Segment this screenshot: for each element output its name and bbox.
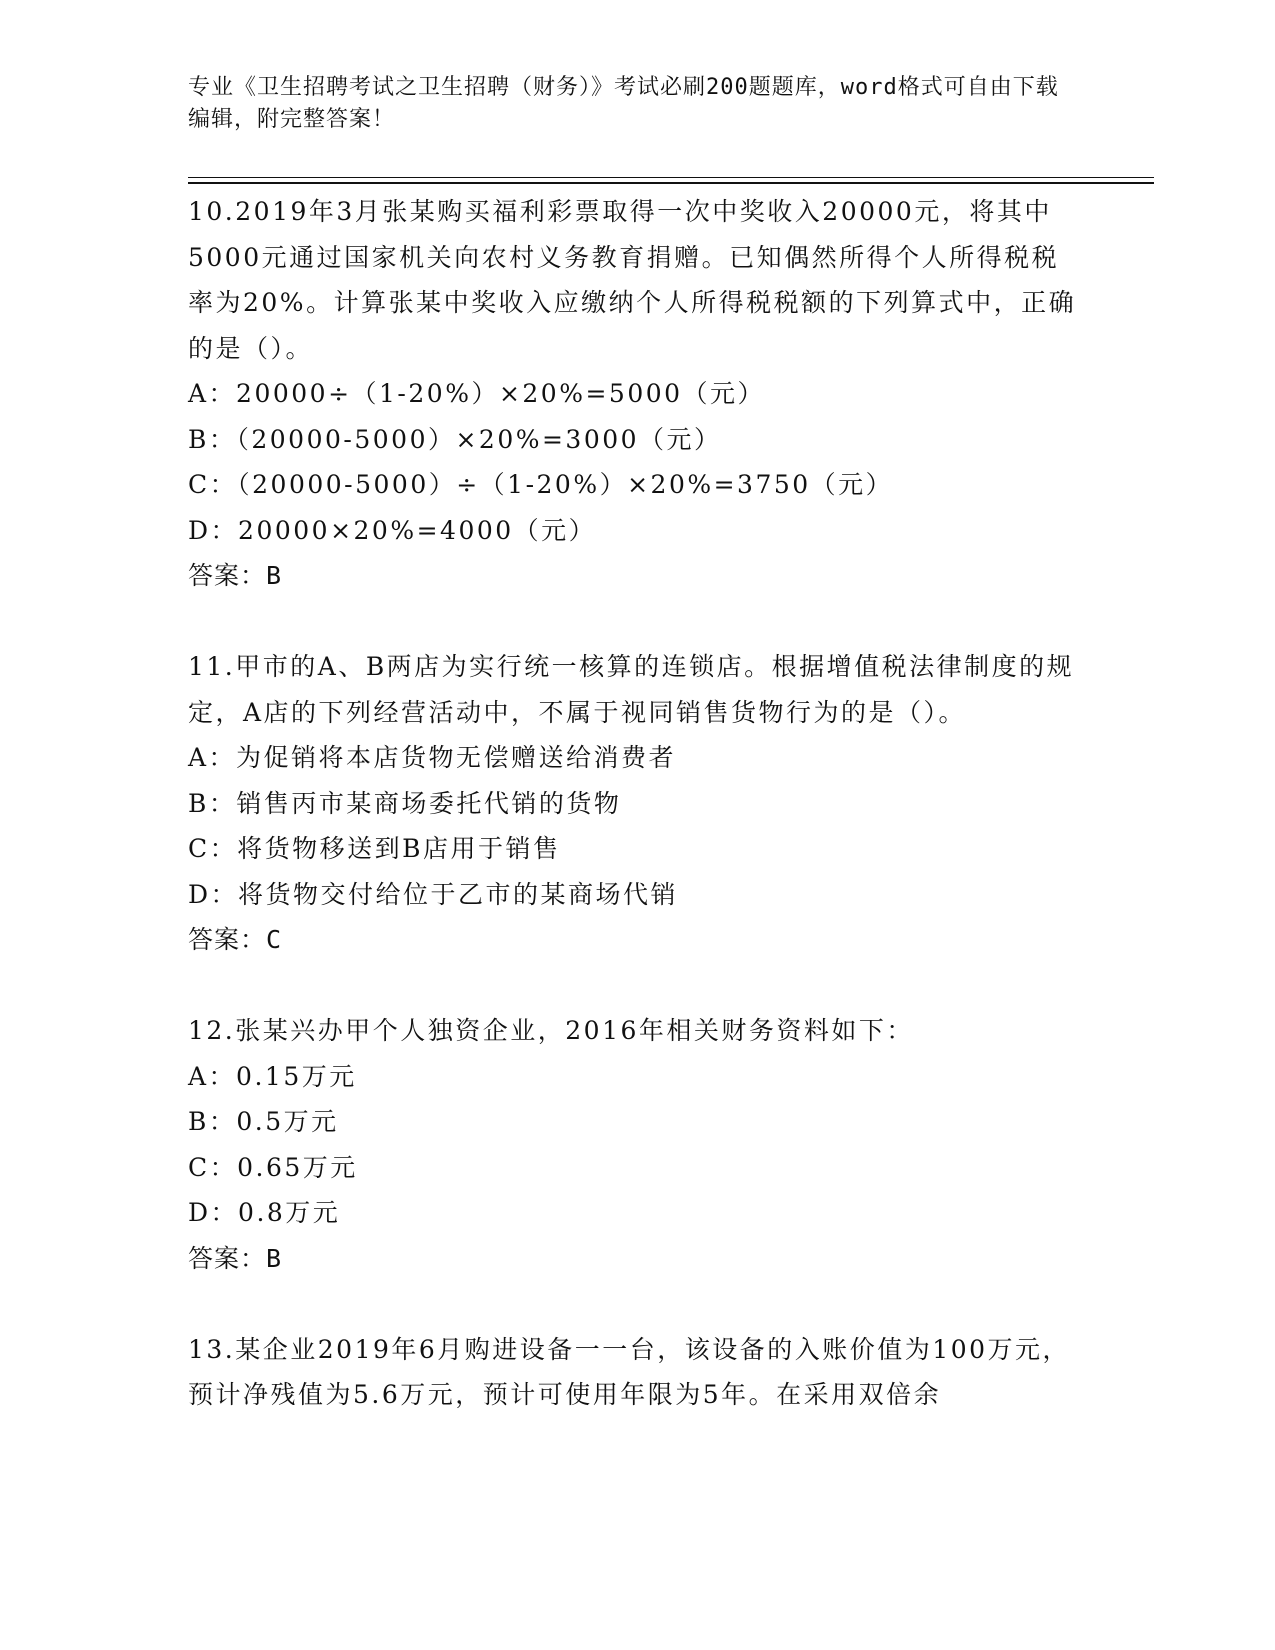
question-stem: 11.甲市的A、B两店为实行统一核算的连锁店。根据增值税法律制度的规定，A店的下列经营活动中，不属于视同销售货物行为的是（）。 (188, 652, 1075, 727)
spacer (188, 963, 1078, 1009)
document-header: 专业《卫生招聘考试之卫生招聘（财务）》考试必刷200题题库，word格式可自由下载编辑，附完整答案！ (188, 75, 1059, 132)
question-item (188, 1327, 1078, 1418)
option-d: D：20000×20%=4000（元） (188, 515, 597, 545)
question-item (188, 644, 1078, 963)
spacer (188, 1281, 1078, 1327)
question-stem: 13.某企业2019年6月购进设备一一台，该设备的入账价值为100万元，预计净残值为5.6万元，预计可使用年限为5年。在采用双倍余 (188, 1334, 1071, 1409)
question-list (188, 189, 1078, 1418)
option-b: B：（20000-5000）×20%=3000（元） (188, 424, 722, 454)
option-a: A：20000÷（1-20%）×20%=5000（元） (188, 379, 766, 408)
header-rule-thick (188, 182, 1154, 184)
question-stem: 10.2019年3月张某购买福利彩票取得一次中奖收入20000元，将其中5000元通过国家机关向农村义务教育捐赠。已知偶然所得个人所得税税率为20%。计算张某中奖收入应缴纳个人所得税税额的下列算式中，正确的是（）。 (188, 197, 1077, 363)
option-c: C：0.65万元 (188, 1152, 358, 1182)
option-a: A：0.15万元 (188, 1061, 357, 1091)
spacer (188, 599, 1078, 645)
option-d: D：将货物交付给位于乙市的某商场代销 (188, 879, 679, 909)
option-b: B：0.5万元 (188, 1107, 339, 1136)
question-item (188, 1008, 1078, 1281)
answer-line: 答案：B (188, 1243, 283, 1273)
question-item (188, 189, 1078, 599)
header-rule-thin (188, 177, 1154, 178)
option-c: C：将货物移送到B店用于销售 (188, 834, 561, 863)
option-c: C：（20000-5000）÷（1-20%）×20%=3750（元） (188, 470, 894, 499)
option-b: B：销售丙市某商场委托代销的货物 (188, 788, 622, 818)
option-d: D：0.8万元 (188, 1198, 341, 1227)
answer-line: 答案：B (188, 561, 283, 590)
answer-line: 答案：C (188, 925, 283, 954)
option-a: A：为促销将本店货物无偿赠送给消费者 (188, 743, 677, 772)
question-stem: 12.张某兴办甲个人独资企业，2016年相关财务资料如下： (188, 1016, 914, 1045)
